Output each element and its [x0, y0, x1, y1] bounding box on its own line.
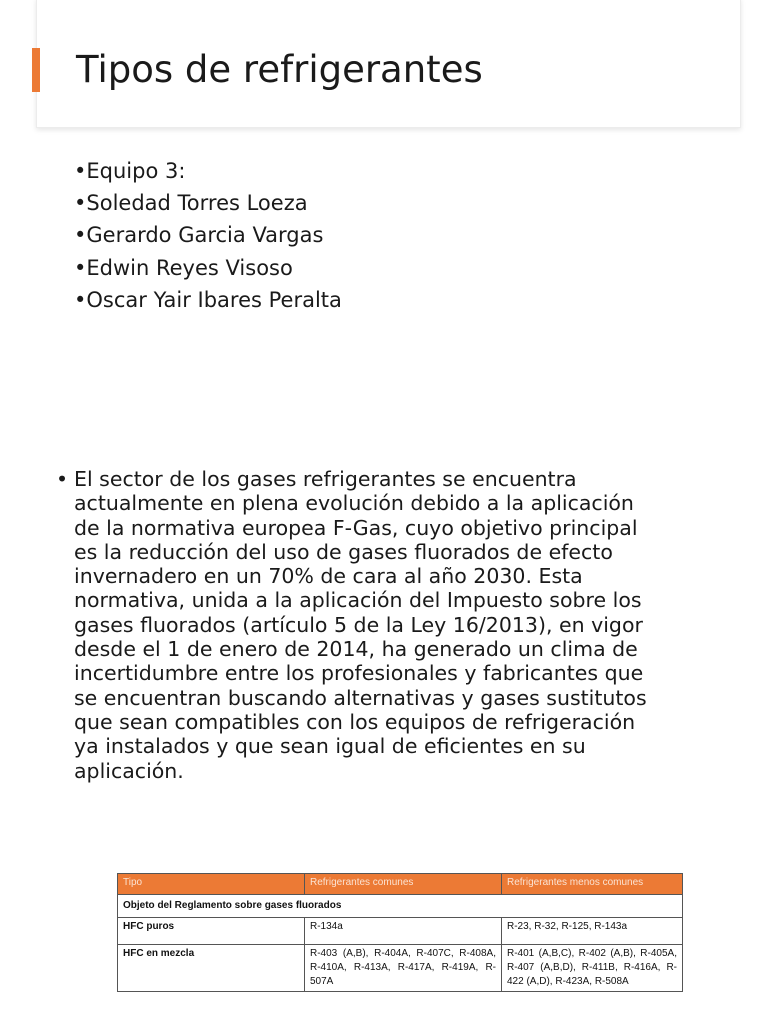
table-cell-less-common: R-401 (A,B,C), R-402 (A,B), R-405A, R-407 (A,B,D), R-411B, R-416A, R-422 (A,D), R-423A, R-508A	[502, 945, 683, 992]
paragraph-text	[74, 467, 647, 783]
table-cell-common: R-403 (A,B), R-404A, R-407C, R-408A, R-410A, R-413A, R-417A, R-419A, R-507A	[305, 945, 502, 992]
table-section-row	[118, 895, 683, 918]
table-header-cell: Refrigerantes comunes	[305, 874, 502, 895]
table-cell-type: HFC puros	[118, 918, 305, 945]
paragraph-line: se encuentran buscando alternativas y gases sustitutos	[74, 685, 647, 710]
title-accent-bar	[32, 48, 40, 92]
table-section-cell: Objeto del Reglamento sobre gases fluorados	[118, 895, 683, 918]
slide-title: Tipos de refrigerantes	[76, 48, 483, 91]
team-list-item: •Edwin Reyes Visoso	[74, 255, 293, 280]
team-list-item: •Oscar Yair Ibares Peralta	[74, 287, 342, 312]
table-cell-common: R-134a	[305, 918, 502, 945]
table-header-cell: Tipo	[118, 874, 305, 895]
table-cell-less-common: R-23, R-32, R-125, R-143a	[502, 918, 683, 945]
paragraph-line: que sean compatibles con los equipos de refrigeración	[74, 709, 636, 734]
team-list-item: •Gerardo Garcia Vargas	[74, 223, 324, 248]
paragraph-line: de la normativa europea F-Gas, cuyo objetivo principal	[74, 515, 638, 540]
paragraph-line: desde el 1 de enero de 2014, ha generado un clima de	[74, 637, 638, 662]
paragraph-line: actualmente en plena evolución debido a la aplicación	[74, 491, 634, 516]
paragraph-line: es la reducción del uso de gases fluorados de efecto	[74, 539, 613, 564]
bullet-icon: •	[56, 467, 69, 491]
paragraph-line: invernadero en un 70% de cara al año 2030. Esta	[74, 564, 583, 589]
table-row	[118, 945, 683, 992]
table-row	[118, 918, 683, 945]
table-header-cell: Refrigerantes menos comunes	[502, 874, 683, 895]
paragraph-line: aplicación.	[74, 758, 184, 783]
table-header-row	[118, 874, 683, 895]
team-list-item: •Equipo 3:	[74, 159, 186, 183]
paragraph-line: gases fluorados (artículo 5 de la Ley 16/2013), en vigor	[74, 612, 643, 637]
paragraph-line: incertidumbre entre los profesionales y fabricantes que	[74, 661, 644, 686]
team-list	[74, 155, 342, 316]
refrigerant-table	[117, 873, 683, 992]
paragraph-line: ya instalados y que sean igual de eficientes en su	[74, 734, 586, 759]
paragraph-line: El sector de los gases refrigerantes se encuentra	[74, 467, 577, 491]
table-cell-type: HFC en mezcla	[118, 945, 305, 992]
team-list-item: •Soledad Torres Loeza	[74, 191, 308, 216]
paragraph-line: normativa, unida a la aplicación del Impuesto sobre los	[74, 588, 642, 613]
